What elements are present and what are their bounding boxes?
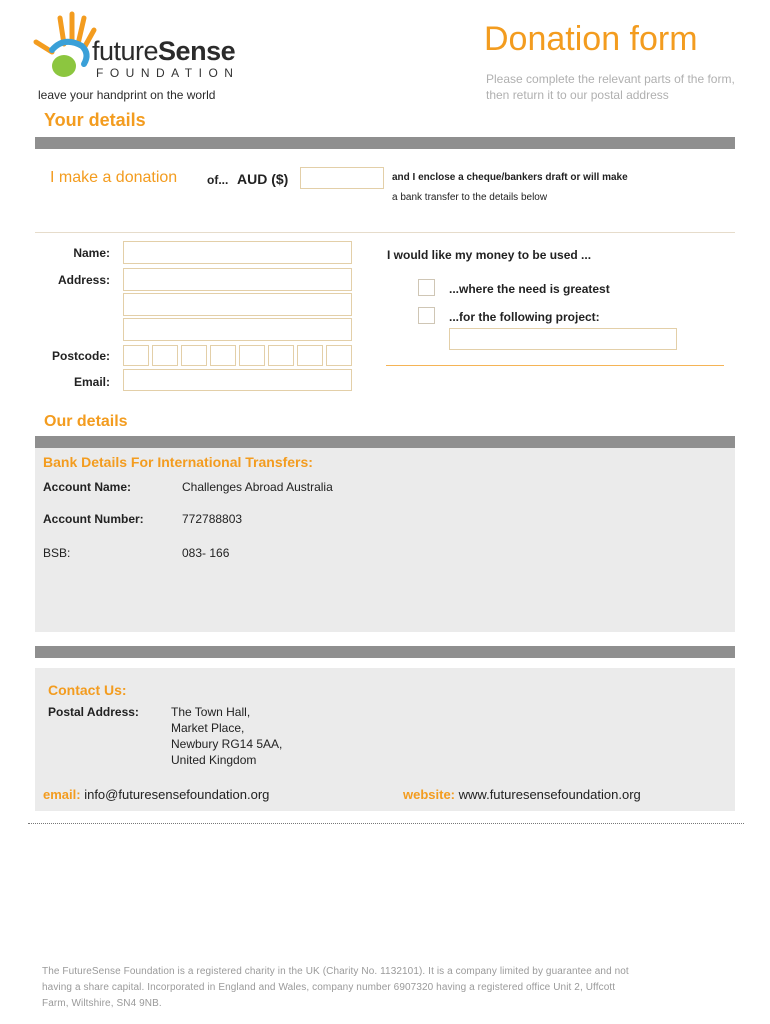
usage-heading: I would like my money to be used ... bbox=[387, 248, 592, 262]
name-input[interactable] bbox=[123, 241, 352, 264]
postal-address-line-4: United Kingdom bbox=[171, 753, 257, 767]
account-name-label: Account Name: bbox=[43, 480, 132, 494]
postcode-cell[interactable] bbox=[181, 345, 207, 366]
of-label: of... bbox=[207, 173, 229, 187]
section-divider-bar bbox=[35, 646, 735, 658]
postcode-cell[interactable] bbox=[297, 345, 323, 366]
postcode-label: Postcode: bbox=[51, 349, 110, 363]
footer-line-3: Farm, Wiltshire, SN4 9NB. bbox=[42, 998, 162, 1009]
postcode-cell[interactable] bbox=[326, 345, 352, 366]
section-divider-bar bbox=[35, 137, 735, 149]
website-link[interactable]: www.futuresensefoundation.org bbox=[458, 787, 641, 802]
cut-line bbox=[28, 823, 744, 824]
postcode-cell[interactable] bbox=[152, 345, 178, 366]
logo-subtitle: FOUNDATION bbox=[96, 66, 240, 80]
email-input[interactable] bbox=[123, 369, 352, 391]
bank-details-panel bbox=[35, 448, 735, 632]
divider-line bbox=[35, 232, 735, 233]
currency-label: AUD ($) bbox=[237, 171, 289, 187]
hand-logo-icon bbox=[30, 8, 100, 80]
account-name-value: Challenges Abroad Australia bbox=[182, 480, 333, 494]
email-label: Email: bbox=[73, 375, 110, 389]
postcode-cell[interactable] bbox=[268, 345, 294, 366]
project-checkbox[interactable] bbox=[418, 307, 435, 324]
enclose-line-2: a bank transfer to the details below bbox=[392, 192, 548, 203]
footer-line-2: having a share capital. Incorporated in England and Wales, company number 6907320 having a registered office Unit 2, Uffcott bbox=[42, 982, 616, 993]
address-input-line-2[interactable] bbox=[123, 293, 352, 316]
logo-tagline: leave your handprint on the world bbox=[38, 88, 216, 102]
name-label: Name: bbox=[73, 246, 110, 260]
instructions-line-2: then return it to our postal address bbox=[486, 88, 669, 102]
contact-email bbox=[43, 787, 269, 802]
account-number-label: Account Number: bbox=[43, 512, 144, 526]
project-label: ...for the following project: bbox=[449, 310, 600, 324]
email-prefix: email: bbox=[43, 787, 81, 802]
section-divider-bar bbox=[35, 436, 735, 448]
logo-word-future: future bbox=[92, 36, 159, 66]
page-title: Donation form bbox=[484, 20, 698, 58]
donation-amount-input[interactable] bbox=[300, 167, 384, 189]
postcode-cell[interactable] bbox=[210, 345, 236, 366]
enclose-line-1: and I enclose a cheque/bankers draft or will make bbox=[392, 172, 628, 183]
postal-address-line-3: Newbury RG14 5AA, bbox=[171, 737, 283, 751]
account-number-value: 772788803 bbox=[182, 512, 243, 526]
postal-address-line-1: The Town Hall, bbox=[171, 705, 251, 719]
email-link[interactable]: info@futuresensefoundation.org bbox=[84, 787, 270, 802]
postcode-cell[interactable] bbox=[123, 345, 149, 366]
donation-label: I make a donation bbox=[50, 169, 178, 186]
need-greatest-checkbox[interactable] bbox=[418, 279, 435, 296]
address-input-line-1[interactable] bbox=[123, 268, 352, 291]
address-label: Address: bbox=[57, 273, 110, 287]
need-greatest-label: ...where the need is greatest bbox=[449, 282, 610, 296]
postal-address-line-2: Market Place, bbox=[171, 721, 245, 735]
instructions-line-1: Please complete the relevant parts of the form, bbox=[486, 72, 735, 86]
footer-line-1: The FutureSense Foundation is a registered charity in the UK (Charity No. 1132101). It is a company limited by guarantee and not bbox=[42, 966, 629, 977]
website-prefix: website: bbox=[403, 787, 456, 802]
project-input[interactable] bbox=[449, 328, 677, 350]
logo-word-sense: Sense bbox=[158, 36, 236, 66]
address-input-line-3[interactable] bbox=[123, 318, 352, 341]
logo bbox=[30, 8, 270, 103]
your-details-heading: Your details bbox=[44, 110, 146, 130]
our-details-heading: Our details bbox=[44, 413, 128, 430]
bank-details-heading: Bank Details For International Transfers: bbox=[43, 454, 313, 470]
bsb-label: BSB: bbox=[43, 546, 71, 560]
contact-website bbox=[403, 787, 641, 802]
postal-address-label: Postal Address: bbox=[48, 705, 139, 719]
postcode-cell[interactable] bbox=[239, 345, 265, 366]
contact-heading: Contact Us: bbox=[48, 682, 127, 698]
bsb-value: 083- 166 bbox=[182, 546, 230, 560]
usage-underline bbox=[386, 365, 724, 366]
